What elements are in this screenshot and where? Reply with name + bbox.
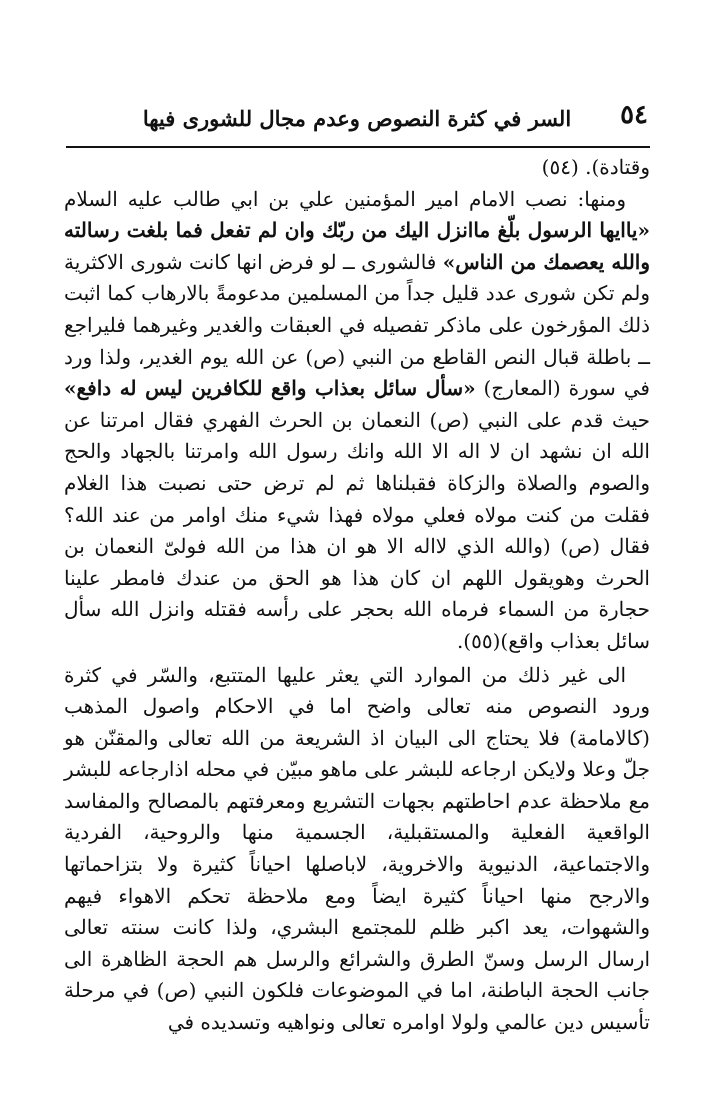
- body-text: [64, 152, 650, 1039]
- quran-quote: «سأل سائل بعذاب واقع للكافرين ليس له دافع»: [64, 376, 476, 401]
- text-segment: فالشورى ــ لو فرض انها كانت شورى الاكثرية ولم تكن شورى عدد قليل جداً من المسلمين مدعومةً بالارهاب كما اثبت ذلك المؤرخون على ماذكر تفصيله في العبقات والغدير وغيرهما فليراجع ــ باطلة قبال النص القاطع من النبي (ص) عن الله يوم الغدير، ولذا ورد في سورة (المعارج): [64, 249, 650, 401]
- page-number: ٥٤: [620, 100, 648, 130]
- paragraph-2: [64, 184, 650, 658]
- header-rule: [66, 146, 650, 148]
- text-segment: حيث قدم على النبي (ص) النعمان بن الحرث الفهري فقال امرتنا عن الله ان نشهد ان لا اله الا الله وانك رسول الله وامرتنا بالجهاد والحج والصوم والصلاة والزكاة فقبلناها ثم لم ترض حتى نصبت هذا الغلام فقلت من كنت مولاه فعلي مولاه فهذا شيء منك اوامر من عند الله؟ فقال (ص) (والله الذي لااله الا هو ان هذا من الله فولىّ النعمان بن الحرث وهويقول اللهم ان كان هذا هو الحق من عندك فامطر علينا حجارة من السماء فرماه الله بحجر على رأسه فقتله وانزل الله سأل سائل بعذاب واقع)(٥٥).: [64, 407, 650, 653]
- running-title: السر في كثرة النصوص وعدم مجال للشورى فيها: [142, 106, 572, 131]
- page-header: [66, 96, 648, 146]
- quran-quote: «ياايها الرسول بلّغ ماانزل اليك من ربّك وان لم تفعل فما بلغت رسالته والله يعصمك من الناس»: [64, 218, 651, 274]
- paragraph-3: [64, 660, 650, 1039]
- citation-line: وقتادة). (٥٤): [541, 155, 650, 179]
- text-segment: الى غير ذلك من الموارد التي يعثر عليها المتتبع، والسّر في كثرة ورود النصوص منه تعالى واضح اما في الاحكام واصول المذهب (كالامامة) فلا يحتاج الى البيان اذ الشريعة من الله تعالى والمقنّن هو جلّ وعلا ولايكن ارجاعه للبشر على ماهو مبيّن في محله اذارجاعه للبشر مع ملاحظة عدم احاطتهم بجهات التشريع ومعرفتهم بالمصالح والمفاسد الواقعية الفعلية والمستقبلية، الجسمية منها والروحية، الفردية والاجتماعية، الدنيوية والاخروية، لاباصلها احياناً كثيرة ولا بتزاحماتها والارجح منها احياناً كثيرة ايضاً ومع ملاحظة تحكم الاهواء فيهم والشهوات، يعد اكبر ظلم للمجتمع البشري، ولذا كانت سنته تعالى ارسال الرسل وسنّ الطرق والشرائع والرسل هم الحجة الظاهرة الى جانب الحجة الباطنة، اما في الموضوعات فلكون النبي (ص) في مرحلة تأسيس دين عالمي ولولا اوامره تعالى ونواهيه وتسديده في: [64, 662, 651, 1035]
- text-segment: ومنها: نصب الامام امير المؤمنين علي بن ابي طالب عليه السلام: [64, 186, 626, 211]
- paragraph-1: [64, 152, 650, 184]
